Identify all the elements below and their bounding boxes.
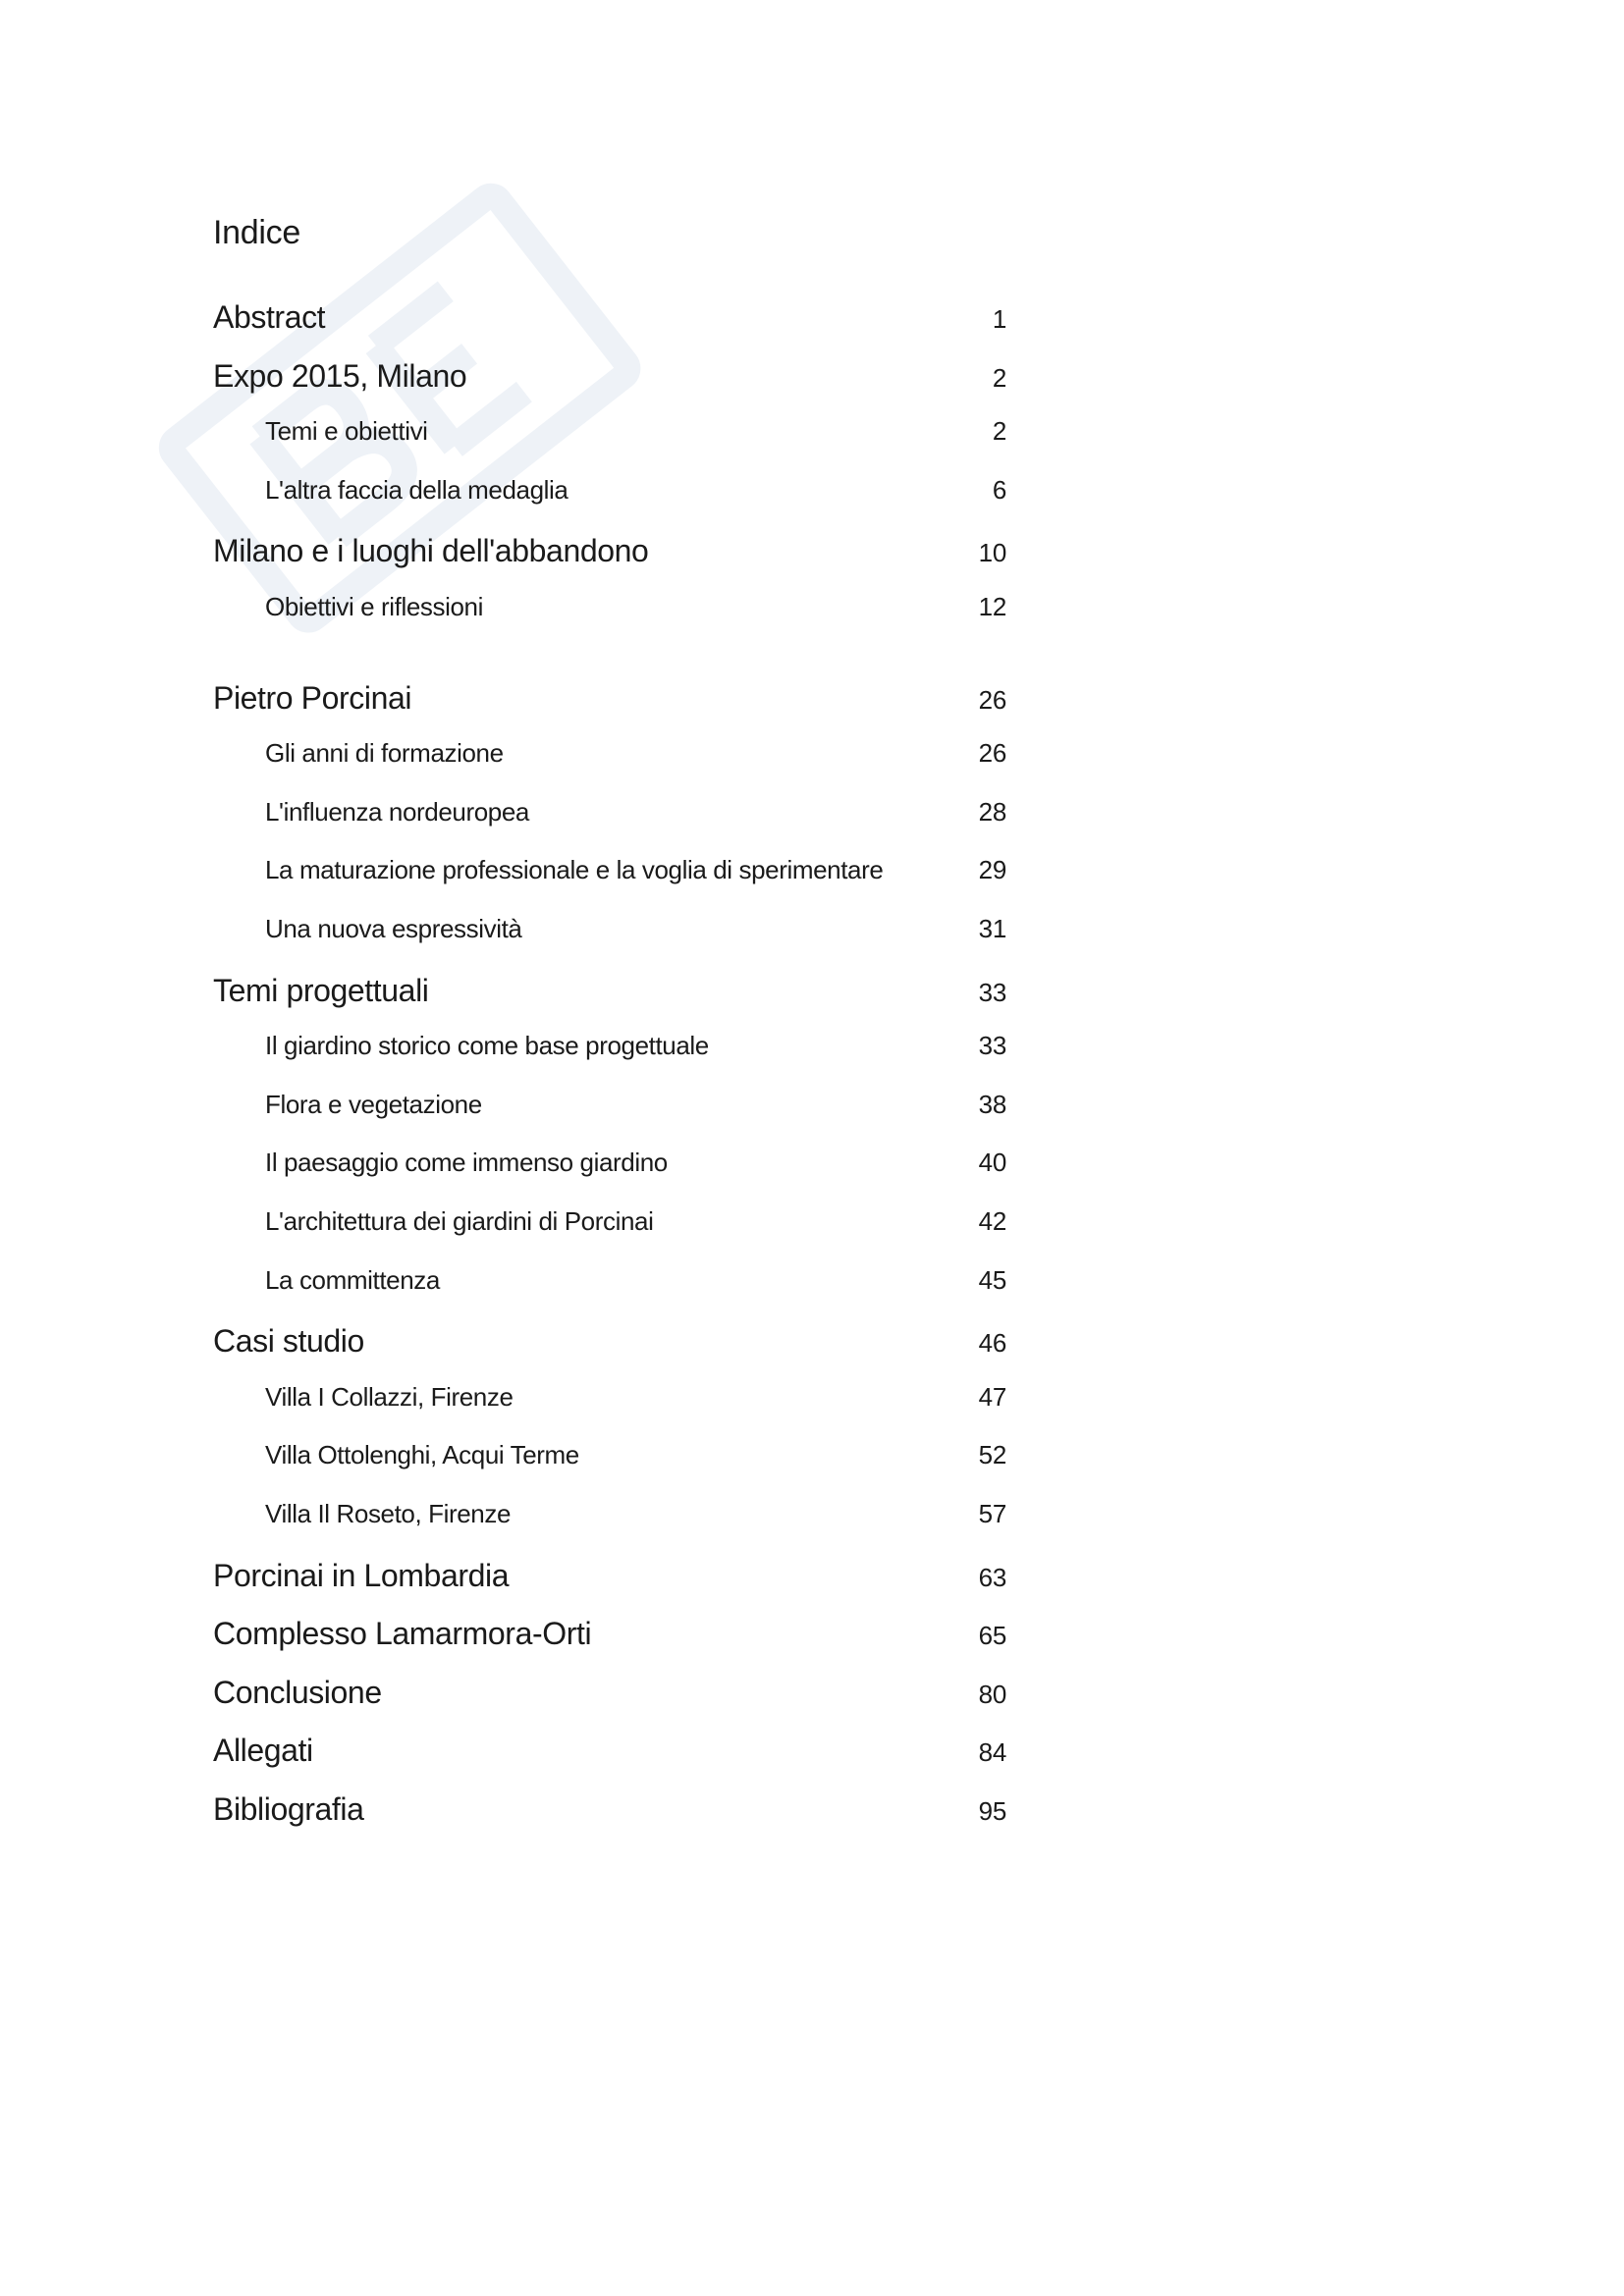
toc-entry-page-number: 46: [978, 1328, 1006, 1359]
toc-entry-label: L'influenza nordeuropea: [265, 796, 529, 827]
toc-entry-page-number: 31: [978, 914, 1006, 943]
toc-entry-page-number: 28: [978, 796, 1006, 827]
toc-entry-label: Expo 2015, Milano: [213, 357, 467, 394]
toc-entry-page-number: 1: [992, 304, 1006, 334]
toc-entry-page-number: 57: [978, 1499, 1006, 1528]
toc-entry: [213, 797, 1006, 828]
toc-entry: [213, 1440, 1006, 1470]
toc-entry: [213, 592, 1006, 622]
table-of-contents: [213, 211, 1006, 1827]
toc-entry-page-number: 29: [978, 855, 1006, 885]
toc-entry-label: Casi studio: [213, 1323, 364, 1360]
toc-entry: [213, 1558, 1006, 1594]
toc-entry: [213, 1031, 1006, 1061]
toc-entry-page-number: 47: [978, 1381, 1006, 1412]
toc-entry: [213, 1791, 1006, 1828]
toc-entry-label: Allegati: [213, 1733, 313, 1769]
toc-entry-page-number: 38: [978, 1089, 1006, 1119]
toc-entry-label: Il paesaggio come immenso giardino: [265, 1148, 668, 1178]
toc-entry-page-number: 95: [978, 1796, 1006, 1826]
toc-entry: [213, 738, 1006, 769]
toc-entry-label: Bibliografia: [213, 1791, 364, 1827]
toc-entry-page-number: 42: [978, 1206, 1006, 1236]
toc-entry-label: Villa Ottolenghi, Acqui Terme: [265, 1440, 579, 1470]
toc-entry: [213, 475, 1006, 506]
toc-entry: [213, 1148, 1006, 1178]
toc-entry: [213, 914, 1006, 944]
toc-entry-page-number: 2: [992, 416, 1006, 447]
toc-entry: [213, 1499, 1006, 1529]
toc-entry-label: L'architettura dei giardini di Porcinai: [265, 1206, 654, 1236]
toc-entry-label: Il giardino storico come base progettuale: [265, 1031, 709, 1061]
toc-entry: [213, 1323, 1006, 1360]
toc-entry: [213, 533, 1006, 569]
toc-entry-label: Pietro Porcinai: [213, 679, 412, 716]
toc-entry-label: Gli anni di formazione: [265, 738, 504, 769]
watermark-logo: [39, 59, 727, 746]
toc-entry-page-number: 52: [978, 1440, 1006, 1470]
toc-entry-label: Porcinai in Lombardia: [213, 1557, 510, 1593]
toc-entry-label: La maturazione professionale e la voglia di sperimentare: [265, 855, 884, 885]
toc-entry: [213, 1675, 1006, 1711]
toc-entry: [213, 680, 1006, 717]
toc-entry-page-number: 40: [978, 1148, 1006, 1178]
toc-entry-label: Temi progettuali: [213, 972, 429, 1008]
toc-entry: [213, 973, 1006, 1009]
toc-entry: [213, 1733, 1006, 1769]
toc-entry-label: L'altra faccia della medaglia: [265, 474, 568, 505]
toc-entry-label: Conclusione: [213, 1674, 382, 1710]
toc-entry-page-number: 2: [992, 362, 1006, 393]
toc-entry-page-number: 26: [978, 738, 1006, 769]
toc-entry-page-number: 10: [978, 538, 1006, 568]
toc-entry: [213, 1090, 1006, 1120]
toc-entry-label: Villa Il Roseto, Firenze: [265, 1499, 512, 1528]
toc-title: Indice: [213, 214, 300, 251]
toc-entry-page-number: 12: [978, 592, 1006, 621]
toc-entry-page-number: 26: [978, 684, 1006, 715]
toc-entry-label: Villa I Collazzi, Firenze: [265, 1381, 514, 1412]
toc-entry-label: Temi e obiettivi: [265, 416, 428, 447]
toc-entry: [213, 1616, 1006, 1652]
toc-entry-page-number: 63: [978, 1562, 1006, 1592]
toc-entry: [213, 358, 1006, 395]
toc-entry-page-number: 65: [978, 1621, 1006, 1651]
toc-entry-label: Abstract: [213, 299, 326, 335]
toc-entry-page-number: 84: [978, 1737, 1006, 1768]
toc-entry: [213, 1206, 1006, 1237]
toc-entry-label: Complesso Lamarmora-Orti: [213, 1616, 592, 1652]
toc-entry: [213, 1382, 1006, 1413]
toc-entry-label: Obiettivi e riflessioni: [265, 592, 483, 621]
toc-entry: [213, 416, 1006, 447]
toc-entry: [213, 855, 1006, 885]
toc-entry-label: La committenza: [265, 1264, 440, 1295]
toc-entry-label: Milano e i luoghi dell'abbandono: [213, 533, 649, 569]
toc-entry: [213, 1265, 1006, 1296]
toc-entry-page-number: 33: [978, 977, 1006, 1007]
toc-entry-page-number: 45: [978, 1264, 1006, 1295]
toc-entry-label: Flora e vegetazione: [265, 1089, 482, 1119]
toc-entry-page-number: 6: [992, 474, 1006, 505]
toc-entry-page-number: 33: [978, 1031, 1006, 1061]
toc-entry-label: Una nuova espressività: [265, 914, 522, 943]
toc-entry-page-number: 80: [978, 1679, 1006, 1709]
toc-entry: [213, 299, 1006, 336]
